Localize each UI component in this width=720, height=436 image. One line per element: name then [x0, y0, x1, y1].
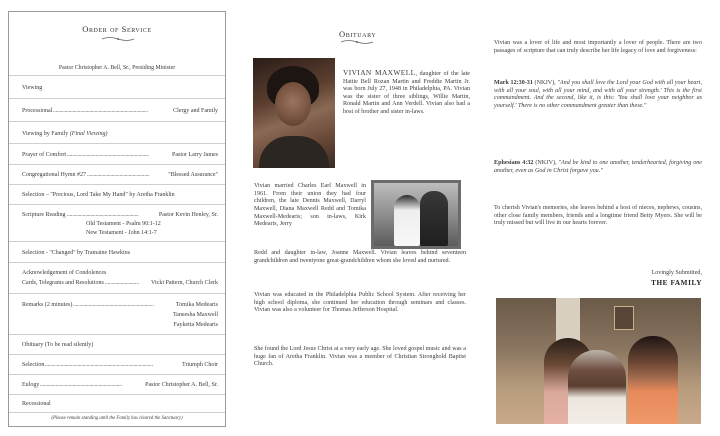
- order-of-service-title: Order of Service: [82, 24, 152, 34]
- divider: [9, 241, 225, 242]
- family-signature: THE FAMILY: [651, 278, 702, 287]
- faith-paragraph: She found the Lord Jesus Christ at a very early age. She loved gospel music and was a huge fan of Aretha Franklin. Vivian was a member of Christian Stronghold Baptist Church.: [254, 346, 466, 368]
- couple-photo: [371, 180, 461, 249]
- obituary-title: Obituary: [339, 29, 377, 39]
- divider: [9, 204, 225, 205]
- divider: [9, 293, 225, 294]
- marriage-paragraph: Vivian married Charles Earl Maxwell in 1961. From their union they had four children, the late Dennis Maxwell, Darryl Maxwell, Diana Maxwell Redd and Tomika Maxwell-Medearis; son in-laws, Kirk Medearis, Jerry: [254, 183, 366, 228]
- divider: [9, 75, 225, 76]
- ephesians-scripture: Ephesians 4:32 (NKJV), "And be kind to one another, tenderhearted, forgiving one another, even as God in Christ forgave you.": [494, 160, 702, 174]
- presiding-minister: Pastor Christopher A. Bell, Sr., Presiding Minister: [58, 65, 176, 71]
- obituary-bio: VIVIAN MAXWELL, daughter of the late Hattie Bell Rozan Martin and Freddie Martin Jr. was born July 27, 1948 in Philadelphia, PA. Vivian was the sister of three siblings, Willie Martin, Ronald Martin and Ann Verdell. Vivian also had a host of brother and sister in-laws.: [343, 68, 470, 116]
- divider: [9, 394, 225, 395]
- portrait-photo: [253, 58, 335, 168]
- divider: [9, 412, 225, 413]
- marriage-paragraph-continued: Redd and daughter in-law, Joanne Maxwell. Vivian leaves behind seventeen grandchildren and twentyone great-grandchildren whom she loved and nurtured.: [254, 250, 466, 264]
- flourish-ornament-icon: [101, 36, 135, 42]
- submitted-label: Lovingly Submitted,: [651, 270, 702, 276]
- order-of-service-panel: Order of Service Pastor Christopher A. Bell, Sr., Presiding Minister Viewing Processional Clergy and Family ......................................................................... Viewing by Family (Final Viewing) Prayer of Comfort Pastor Larry James ............................................................... Congregational Hymn #27 "Blessed Assurance" ................................................ Selection – "Precious, Lord Take My Hand" by Aretha Franklin Scripture Reading Pastor Kevin Henley, Sr. ....................................................... Old Testament - Psalm 90:1-12 New Testament - John 14:1-7 Selection - "Changed" by Tramaine Hawkins Acknowledgement of Condolences Cards, Telegrams and Resolutions Vicki Pattern, Church Clerk .......................... Remarks (2 minutes) Tomika Medearis .............................................................. Taneesha Maxwell Fayketta Medearis Obituary (To be read silently) Selection Triumph Choir ................................................................................... Eulogy Pastor Christopher A. Bell, Sr. ............................................................... Recessional (Please remain standing until the Family has cleared the Sanctuary): [8, 11, 226, 427]
- flourish-ornament-icon: [340, 39, 374, 45]
- cherish-paragraph: To cherish Vivian's memories, she leaves behind a host of nieces, nephews, cousins, other close family members, friends and a longtime friend Betty Myers. She will be truly missed but will live in our hearts forever.: [494, 205, 702, 227]
- family-photo: [496, 298, 701, 424]
- education-paragraph: Vivian was educated in the Philadelphia Public School System. After receiving her high school diploma, she continued her education through seminars and classes. Vivian was also a volunteer for Thomas Jefferson Hospital.: [254, 292, 466, 314]
- divider: [9, 354, 225, 355]
- divider: [9, 334, 225, 335]
- divider: [9, 184, 225, 185]
- standing-note: (Please remain standing until the Family has cleared the Sanctuary): [51, 416, 183, 421]
- divider: [9, 164, 225, 165]
- deceased-name: VIVIAN MAXWELL: [343, 68, 416, 77]
- submitted-block: [600, 269, 702, 288]
- mark-scripture: Mark 12:30-31 (NKJV), "And you shall love the Lord your God with all your heart, with all your soul, with all your mind, and with all your strength.' This is the first commandment. And the second, like it, is this: 'You shall love your neighbor as yourself.' There is no other commandment greater than these.": [494, 80, 703, 110]
- divider: [9, 98, 225, 99]
- divider: [9, 262, 225, 263]
- divider: [9, 121, 225, 122]
- intro-paragraph: Vivian was a lover of life and most importantly a lover of people. There are two passages of scripture that can truly describe her life legacy of love and forgiveness:: [494, 40, 702, 54]
- divider: [9, 143, 225, 144]
- divider: [9, 374, 225, 375]
